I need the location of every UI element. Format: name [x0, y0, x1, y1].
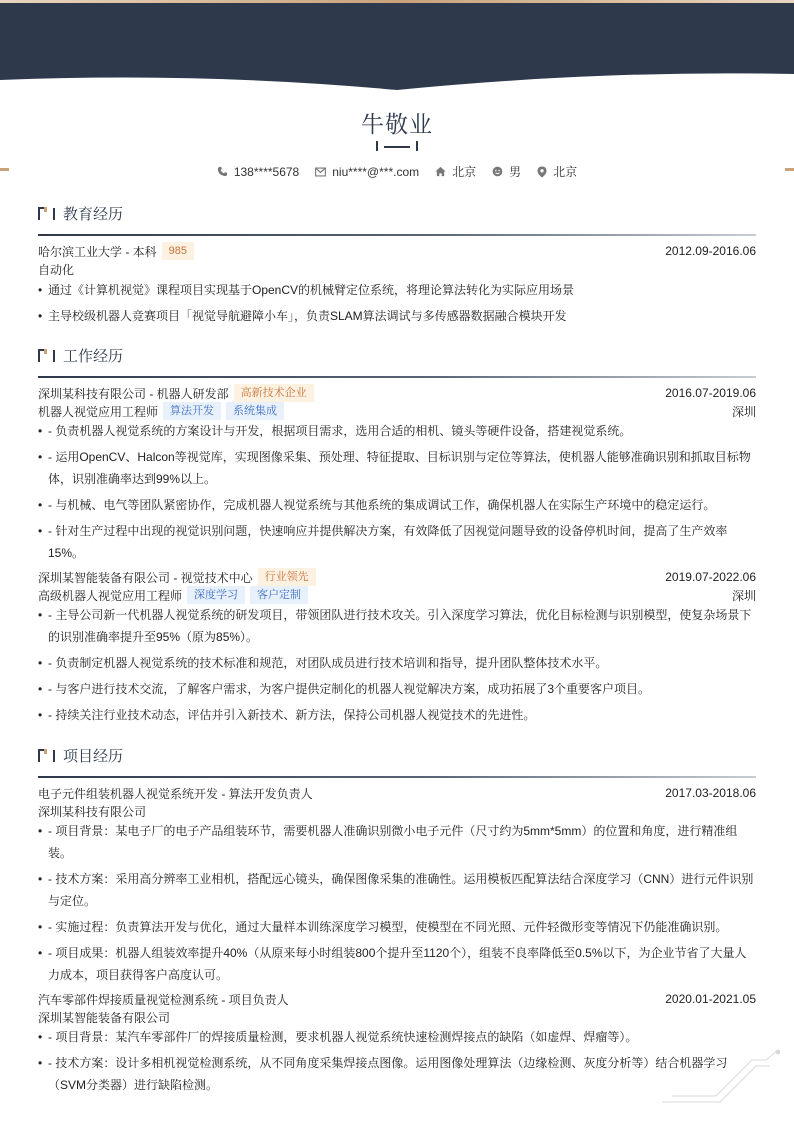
work-heading — [38, 344, 756, 366]
job-header-row — [38, 384, 756, 402]
job-city: 深圳 — [731, 588, 756, 603]
phone-icon — [217, 166, 228, 177]
education-date: 2012.09-2016.06 — [665, 244, 756, 258]
project-date: 2017.03-2018.06 — [665, 786, 756, 800]
list-item: • - 项目成果：机器人组装效率提升40%（从原来每小时组装800个提升至1120个），组装不良率降低至0.5%以下，为企业节省了大量人力成本，项目获得客户高度认可。 — [38, 942, 756, 986]
job-role: 机器人视觉应用工程师 — [38, 404, 159, 419]
school-name: 哈尔滨工业大学 - 本科 — [38, 244, 157, 259]
candidate-name: 牛敬业 — [361, 111, 433, 137]
face-icon — [492, 166, 503, 177]
section-bracket-icon — [38, 349, 55, 362]
company-tag: 高新技术企业 — [234, 384, 314, 402]
contact-bar — [0, 163, 794, 180]
major: 自动化 — [38, 262, 75, 277]
job-role-row — [38, 586, 756, 604]
contact-target-city — [537, 163, 577, 180]
section-bracket-icon — [38, 749, 55, 762]
header-banner — [0, 0, 794, 110]
map-pin-icon — [537, 166, 547, 178]
projects-heading — [38, 744, 756, 766]
role-tag: 客户定制 — [250, 586, 308, 604]
project-date: 2020.01-2021.05 — [665, 992, 756, 1006]
project-bullets — [38, 1026, 756, 1096]
job-bullets — [38, 604, 756, 726]
role-tag: 算法开发 — [163, 402, 221, 420]
company-name: 深圳某智能装备有限公司 - 视觉技术中心 — [38, 570, 253, 585]
list-item: • - 项目背景：某电子厂的电子产品组装环节，需要机器人准确识别微小电子元件（尺寸约为5mm*5mm）的位置和角度，进行精准组装。 — [38, 820, 756, 864]
job-role: 高级机器人视觉应用工程师 — [38, 588, 183, 603]
list-item: • - 技术方案：设计多相机视觉检测系统，从不同角度采集焊接点图像。运用图像处理算法（边缘检测、灰度分析等）结合机器学习（SVM分类器）进行缺陷检测。 — [38, 1052, 756, 1096]
project-header-row — [38, 990, 756, 1008]
contact-email — [315, 165, 419, 179]
section-divider — [38, 234, 756, 236]
list-item: • - 与机械、电气等团队紧密协作，完成机器人视觉系统与其他系统的集成调试工作，确保机器人在实际生产环境中的稳定运行。 — [38, 494, 756, 516]
target-city-text: 北京 — [553, 165, 578, 179]
list-item: • - 项目背景：某汽车零部件厂的焊接质量检测，要求机器人视觉系统快速检测焊接点的缺陷（如虚焊、焊瘤等）。 — [38, 1026, 756, 1048]
education-title: 教育经历 — [63, 205, 124, 223]
location-text: 北京 — [452, 165, 477, 179]
section-divider — [38, 376, 756, 378]
contact-location — [435, 163, 476, 180]
project-bullets — [38, 820, 756, 986]
project-header-row — [38, 784, 756, 802]
project-name: 汽车零部件焊接质量视觉检测系统 - 项目负责人 — [38, 992, 289, 1007]
education-bullets — [38, 279, 756, 327]
list-item: • - 与客户进行技术交流，了解客户需求，为客户提供定制化的机器人视觉解决方案，成功拓展了3个重要客户项目。 — [38, 678, 756, 700]
job-role-row — [38, 402, 756, 420]
role-tag: 深度学习 — [187, 586, 245, 604]
contact-phone — [217, 165, 299, 179]
work-section — [38, 344, 756, 730]
list-item: • - 实施过程：负责算法开发与优化，通过大量样本训练深度学习模型，使模型在不同光照、元件轻微形变等情况下仍能准确识别。 — [38, 916, 756, 938]
job-date: 2019.07-2022.06 — [665, 570, 756, 584]
project-company: 深圳某科技有限公司 — [38, 804, 147, 819]
list-item: • - 运用OpenCV、Halcon等视觉库，实现图像采集、预处理、特征提取、目标识别与定位等算法，使机器人能够准确识别和抓取目标物体，识别准确率达到99%以上。 — [38, 446, 756, 490]
contact-gender — [492, 163, 521, 180]
name-divider-ornament — [376, 141, 418, 153]
circuit-line-ornament — [660, 1048, 780, 1108]
education-heading — [38, 202, 756, 224]
list-item: • - 持续关注行业技术动态，评估并引入新技术、新方法，保持公司机器人视觉技术的先进性。 — [38, 704, 756, 726]
education-header-row — [38, 242, 756, 260]
projects-title: 项目经历 — [63, 747, 124, 765]
phone-text: 138****5678 — [233, 164, 300, 179]
email-text: niu****@***.com — [332, 164, 420, 179]
project-name: 电子元件组装机器人视觉系统开发 - 算法开发负责人 — [38, 786, 313, 801]
work-title: 工作经历 — [63, 347, 124, 365]
education-section — [38, 202, 756, 331]
school-tag: 985 — [162, 242, 194, 260]
company-name: 深圳某科技有限公司 - 机器人研发部 — [38, 386, 229, 401]
list-item: • 主导校级机器人竞赛项目「视觉导航避障小车」，负责SLAM算法调试与多传感器数据融合模块开发 — [38, 305, 756, 327]
job-city: 深圳 — [731, 404, 756, 419]
job-bullets — [38, 420, 756, 564]
section-divider — [38, 776, 756, 778]
section-bracket-icon — [38, 207, 55, 220]
list-item: • - 负责机器人视觉系统的方案设计与开发，根据项目需求，选用合适的相机、镜头等硬件设备，搭建视觉系统。 — [38, 420, 756, 442]
list-item: • - 针对生产过程中出现的视觉识别问题，快速响应并提供解决方案，有效降低了因视觉问题导致的设备停机时间，提高了生产效率15%。 — [38, 520, 756, 564]
project-company: 深圳某智能装备有限公司 — [38, 1010, 171, 1025]
list-item: • - 技术方案：采用高分辨率工业相机，搭配远心镜头，确保图像采集的准确性。运用模板匹配算法结合深度学习（CNN）进行元件识别与定位。 — [38, 868, 756, 912]
home-icon — [435, 166, 446, 177]
mail-icon — [315, 167, 326, 177]
list-item: • 通过《计算机视觉》课程项目实现基于OpenCV的机械臂定位系统，将理论算法转化为实际应用场景 — [38, 279, 756, 301]
company-tag: 行业领先 — [258, 568, 316, 586]
role-tag: 系统集成 — [226, 402, 284, 420]
list-item: • - 主导公司新一代机器人视觉系统的研发项目，带领团队进行技术攻关。引入深度学习算法，优化目标检测与识别模型，使复杂场景下的识别准确率提升至95%（原为85%）。 — [38, 604, 756, 648]
list-item: • - 负责制定机器人视觉系统的技术标准和规范，对团队成员进行技术培训和指导，提升团队整体技术水平。 — [38, 652, 756, 674]
job-date: 2016.07-2019.06 — [665, 386, 756, 400]
projects-section — [38, 744, 756, 1100]
job-header-row — [38, 568, 756, 586]
gender-text: 男 — [509, 165, 522, 179]
